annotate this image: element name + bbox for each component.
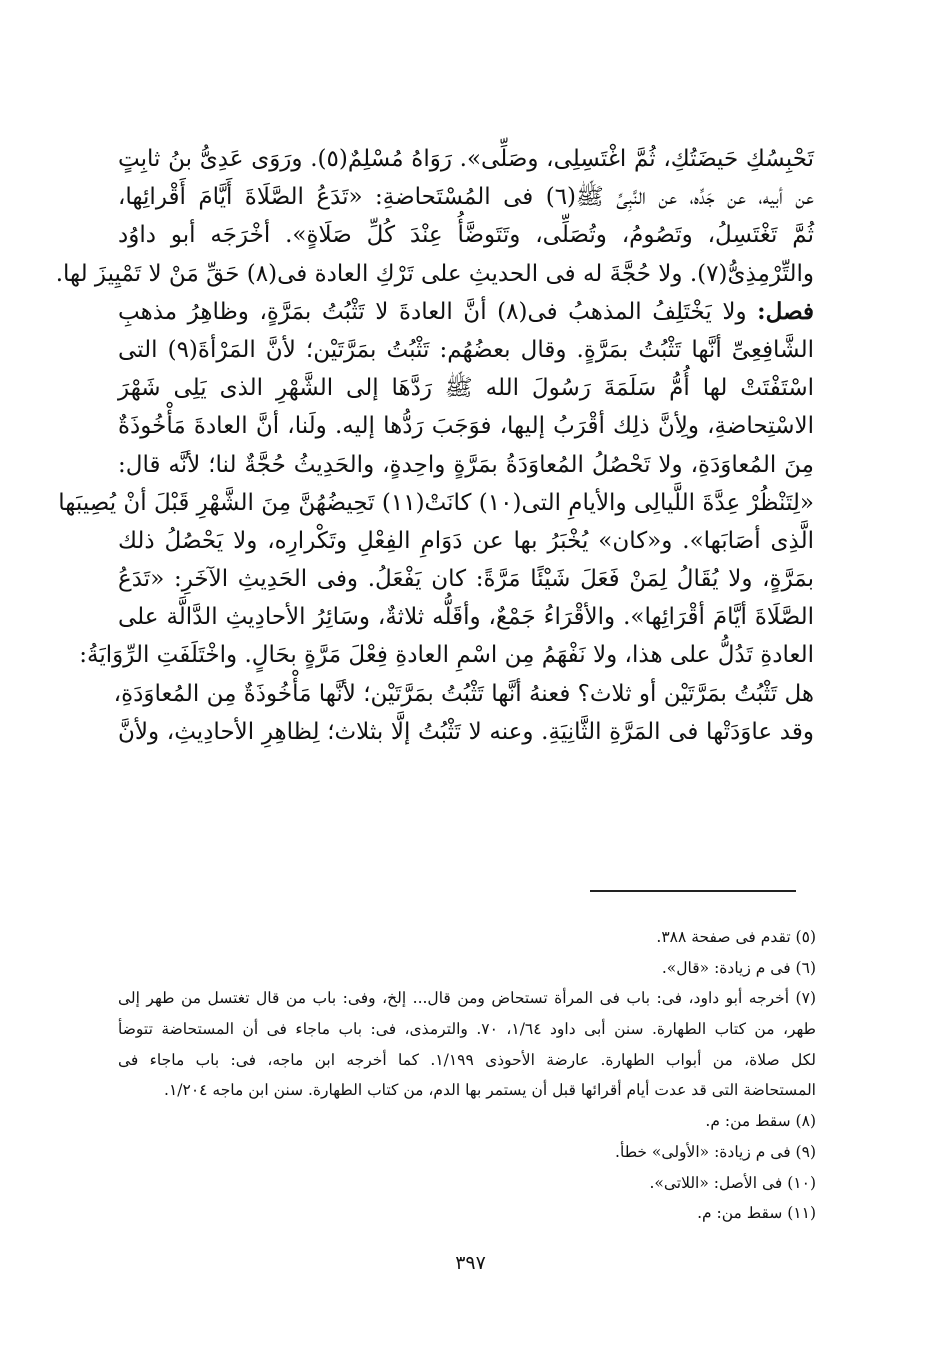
text-line: عن أبيه، عن جَدِّه، عن النَّبِىِّ ﷺ(٦) فى المُسْتَحاضةِ: «تَدَعُ الصَّلَاةَ أَيَّامَ أَقْرائِها، bbox=[118, 184, 815, 211]
text-line: اسْتَفْتَتْ لها أُمُّ سَلَمَةَ رَسُولَ الله ﷺ رَدَّهَا إلى الشَّهْرِ الذى يَلِى شَهْرَ bbox=[118, 375, 814, 402]
footnotes bbox=[118, 922, 816, 1229]
text-line: «لِتَنْظُرْ عِدَّةَ اللَّيالِى والأيامِ التى(١٠) كانَتْ(١١) تَحِيضُهُنَّ مِنَ الشَّهْرِ قَبْلَ أنْ يُصِيبَها bbox=[58, 489, 814, 516]
footnote: (١١) سقط من: م. bbox=[697, 1204, 816, 1223]
page-number: ٣٩٧ bbox=[455, 1252, 486, 1274]
footnote: المستحاضة التى قد عدت أيام أقرائها قبل أن يستمر بها الدم، من كتاب الطهارة. سنن ابن ماجه ١/٢٠٤. bbox=[164, 1081, 816, 1100]
footnote: لكل صلاة، من أبواب الطهارة. عارضة الأحوذى ١/١٩٩. كما أخرجه ابن ماجه، فى: باب ماجاء فى bbox=[118, 1050, 817, 1069]
text-line: الَّذِى أصَابَها». و«كان» يُخْبَرُ بها عن دَوَامِ الفِعْلِ وتَكْرارِه، ولا يَحْصُلُ ذلك bbox=[118, 527, 814, 554]
footnote: طهر، من كتاب الطهارة. سنن أبى داود ١/٦٤، ٧٠. والترمذى، فى: باب ماجاء فى أن المستحاضة تتوضأ bbox=[118, 1020, 816, 1039]
text-line: بمَرَّةٍ، ولا يُقَالُ لِمَنْ فَعَلَ شَيْئًا مَرَّةً: كان يَفْعَلُ. وفى الحَدِيثِ الآخَرِ: «تَدَعُ bbox=[118, 566, 814, 593]
text-line: مِنَ المُعاوَدَةِ، ولا تَحْصُلُ المُعاوَدَةُ بمَرَّةٍ واحِدةٍ، والحَدِيثُ حُجَّةٌ لنا؛ لأنَّه قال: bbox=[118, 451, 814, 478]
text-line: تَحْبِسُكِ حَيضَتُكِ، ثُمَّ اغْتَسِلِى، وصَلِّى». رَوَاهُ مُسْلِمٌ(٥). ورَوَى عَدِىُّ بنُ ثابِتٍ bbox=[118, 146, 814, 172]
footnote: (٥) تقدم فى صفحة ٣٨٨. bbox=[656, 928, 816, 946]
text-line: والتِّرْمِذِىُّ(٧). ولا حُجَّةَ له فى الحديثِ على تَرْكِ العادة فى(٨) حَقِّ مَنْ لا تَمْيِيزَ لها. bbox=[55, 260, 814, 287]
text-line: وقد عاوَدَتْها فى المَرَّةِ الثَّانِيَةِ. وعنه لا تَثْبُتُ إلَّا بثلاث؛ لِظاهِرِ الأحادِيثِ، ولأنَّ bbox=[118, 718, 814, 745]
footnote: (٨) سقط من: م. bbox=[705, 1112, 816, 1131]
text-line: هل تَثْبُتُ بمَرَّتَيْن أو ثلاث؟ فعنهُ أنَّها تَثْبُتُ بمَرَّتَيْن؛ لأنَّها مَأْخُوذَةٌ مِن المُعاوَدَةِ، bbox=[113, 680, 814, 707]
text-line: الصَّلَاةَ أيَّامَ أقْرَائِها». والأقْرَاءُ جَمْعٌ، وأقَلُّه ثلاثةٌ، وسَائِرُ الأحادِيثِ الدَّالَّة على bbox=[118, 604, 814, 631]
text-line-content: ولا يَخْتَلِفُ المذهبُ فى(٨) أنَّ العادةَ لا تَثْبُتُ بمَرَّةٍ، وظاهِرُ مذهبِ bbox=[118, 298, 747, 325]
text-line bbox=[118, 293, 814, 331]
section-heading: فصل: bbox=[757, 297, 815, 325]
text-line: العادةِ تَدُلُّ على هذا، ولا نَفْهَمُ مِن اسْمِ العادةِ فِعْلَ مَرَّةٍ بحَالٍ. واخْتَلَفَتِ الرِّوَايَةُ: bbox=[79, 642, 814, 669]
footnote-separator bbox=[590, 890, 796, 892]
text-line: الشَّافِعِىِّ أنَّها تَثْبُتُ بمَرَّةٍ. وقال بعضُهُم: تَثْبُتُ بمَرَّتَيْن؛ لأنَّ المَرْأةَ(٩) التى bbox=[118, 336, 814, 363]
text-line: ثُمَّ تَغْتَسِلُ، وتَصُومُ، وتُصَلِّى، وتَتَوضَّأُ عِنْدَ كُلِّ صَلَاةٍ». أخْرَجَه أبو داوُد bbox=[118, 222, 814, 249]
footnote: (١٠) فى الأصل: «اللاتى». bbox=[649, 1173, 816, 1192]
footnote: (٧) أخرجه أبو داود، فى: باب فى المرأة تستحاض ومن قال... إلخ، وفى: باب من قال تغتسل من طهر إلى bbox=[118, 989, 816, 1008]
main-text bbox=[55, 140, 815, 751]
text-line: الاسْتِحاضةِ، ولِأنَّ ذلِك أقْرَبُ إليها، فوَجَبَ رَدُّها إليه. ولَنا، أنَّ العادةَ مَأْخُوذَةٌ bbox=[118, 413, 814, 440]
footnote: (٩) فى م زيادة: «الأولى» خطأ. bbox=[615, 1142, 816, 1161]
footnote: (٦) فى م زيادة: «قال». bbox=[661, 958, 816, 977]
